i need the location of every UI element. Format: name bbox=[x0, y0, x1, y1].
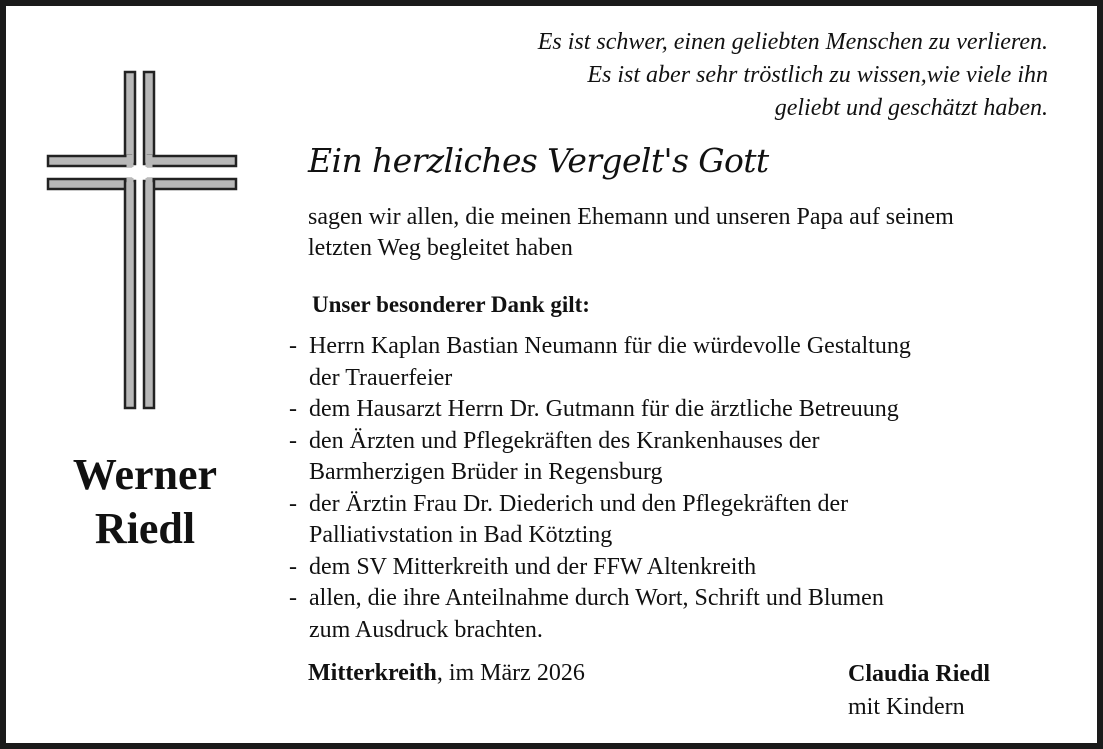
signature-name: Claudia Riedl bbox=[848, 661, 991, 687]
thanks-heading: Ein herzliches Vergelt's Gott bbox=[308, 141, 769, 180]
list-item bbox=[289, 583, 911, 646]
list-dash: - bbox=[289, 396, 297, 422]
list-item-line: den Ärzten und Pflegekräften des Krankenhauses der bbox=[309, 427, 820, 454]
signature-subtext: mit Kindern bbox=[848, 694, 965, 720]
intro-line: letzten Weg begleitet haben bbox=[308, 235, 573, 261]
list-item bbox=[289, 331, 911, 394]
date-text: , im März 2026 bbox=[436, 660, 585, 686]
deceased-first-name: Werner bbox=[72, 450, 218, 499]
quote-line: Es ist schwer, einen geliebten Menschen zu verlieren. bbox=[537, 29, 1048, 55]
quote-line: Es ist aber sehr tröstlich zu wissen,wie viele ihn bbox=[587, 62, 1048, 88]
list-item-line: der Trauerfeier bbox=[309, 364, 453, 391]
list-item bbox=[289, 552, 911, 584]
list-item-line: dem SV Mitterkreith und der FFW Altenkreith bbox=[309, 553, 757, 580]
deceased-name bbox=[40, 448, 250, 556]
list-item-line: allen, die ihre Anteilnahme durch Wort, Schrift und Blumen bbox=[309, 585, 884, 611]
list-item bbox=[289, 426, 911, 489]
thanks-list bbox=[289, 331, 911, 646]
list-dash: - bbox=[289, 427, 297, 454]
list-item-line: dem Hausarzt Herrn Dr. Gutmann für die ärztliche Betreuung bbox=[309, 396, 899, 422]
special-thanks-heading: Unser besonderer Dank gilt: bbox=[312, 292, 590, 317]
list-dash: - bbox=[289, 490, 297, 517]
intro-text bbox=[308, 202, 1068, 264]
place-and-date bbox=[308, 658, 585, 689]
list-item bbox=[289, 394, 911, 426]
list-item bbox=[289, 489, 911, 552]
signature bbox=[848, 658, 990, 724]
list-item-line: Barmherzigen Brüder in Regensburg bbox=[309, 459, 663, 485]
deceased-last-name: Riedl bbox=[94, 504, 196, 553]
intro-line: sagen wir allen, die meinen Ehemann und unseren Papa auf seinem bbox=[308, 204, 954, 230]
list-item-line: Herrn Kaplan Bastian Neumann für die würdevolle Gestaltung bbox=[309, 333, 911, 359]
list-item-line: Palliativstation in Bad Kötzting bbox=[309, 522, 613, 548]
list-item-line: zum Ausdruck brachten. bbox=[309, 616, 543, 643]
quote-line: geliebt und geschätzt haben. bbox=[774, 95, 1048, 121]
cross-icon bbox=[46, 70, 238, 412]
list-dash: - bbox=[289, 553, 297, 580]
list-dash: - bbox=[289, 333, 297, 359]
list-item-line: der Ärztin Frau Dr. Diederich und den Pflegekräften der bbox=[309, 490, 849, 517]
memorial-quote bbox=[348, 26, 1048, 125]
list-dash: - bbox=[289, 585, 297, 611]
place-name: Mitterkreith bbox=[308, 660, 437, 686]
